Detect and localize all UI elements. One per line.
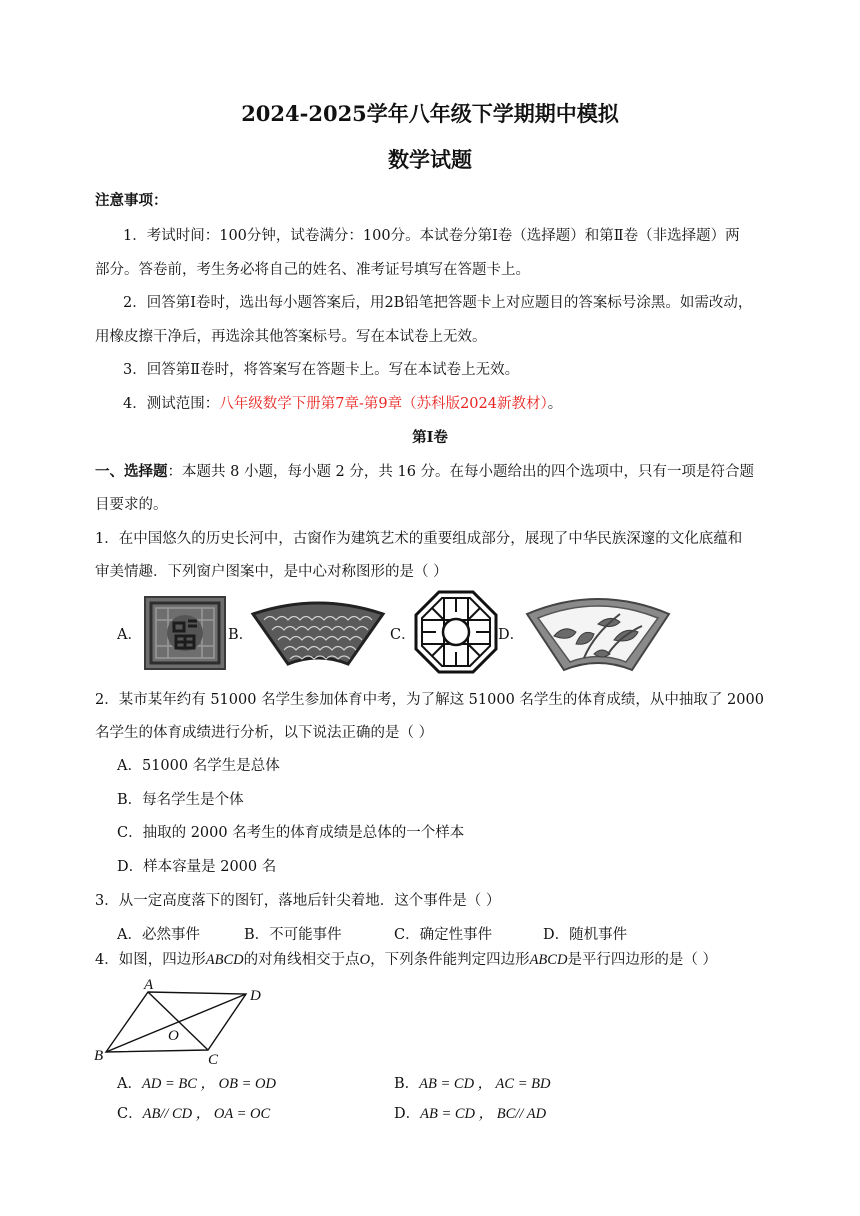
parallelogram-figure — [92, 974, 272, 1066]
q3-option-c: C．确定性事件 — [394, 927, 493, 943]
label-o: O — [168, 1028, 179, 1044]
notice-item1-line1: 1．考试时间：100分钟，试卷满分：100分。本试卷分第Ⅰ卷（选择题）和第Ⅱ卷（非选择题）两 — [123, 228, 740, 244]
octagon-lattice-pattern-icon — [414, 590, 498, 674]
section1-intro-line1: ：本题共 8 小题，每小题 2 分，共 16 分。在每小题给出的四个选项中，只有一项是符合题 — [167, 464, 755, 480]
q4-stem — [95, 950, 717, 970]
q2-line1: 2．某市某年约有 51000 名学生参加体育中考，为了解这 51000 名学生的体育成绩，从中抽取了 2000 — [95, 692, 764, 708]
notice-item4 — [123, 394, 562, 414]
q2-option-c: C．抽取的 2000 名考生的体育成绩是总体的一个样本 — [117, 825, 465, 841]
q4-stem-s3: ，下列条件能判定四边形 — [370, 952, 530, 968]
q3-option-d: D．随机事件 — [543, 927, 628, 943]
window-fu-pattern-icon — [144, 596, 226, 670]
section1-heading: 一、选择题 — [95, 463, 168, 480]
q4-stem-s1: 4．如图，四边形 — [95, 952, 206, 968]
q4-option-d-text: AB = CD ， BC// AD — [420, 1106, 547, 1122]
label-a: A — [144, 977, 154, 993]
q4-option-b — [394, 1074, 550, 1094]
q2-option-d: D．样本容量是 2000 名 — [117, 859, 277, 875]
q4-option-d — [394, 1104, 546, 1124]
q3-stem: 3．从一定高度落下的图钉，落地后针尖着地．这个事件是（ ） — [95, 893, 501, 909]
notice-item3: 3．回答第Ⅱ卷时，将答案写在答题卡上。写在本试卷上无效。 — [123, 362, 520, 378]
test-scope: 八年级数学下册第7章-第9章（苏科版2024新教材） — [219, 396, 548, 412]
part1-label: 第Ⅰ卷 — [412, 429, 448, 446]
q3-option-a: A．必然事件 — [117, 927, 200, 943]
notice-item2-line1: 2．回答第Ⅰ卷时，选出每小题答案后，用2B铅笔把答题卡上对应题目的答案标号涂黑。如需改动， — [123, 295, 753, 311]
label-c: C — [208, 1052, 219, 1066]
q2-option-b: B．每名学生是个体 — [117, 792, 244, 808]
exam-title: 2024-2025学年八年级下学期期中模拟 — [241, 101, 619, 126]
q4-option-c-text: AB// CD ， OA = OC — [142, 1106, 271, 1122]
notice-item4-suffix: 。 — [547, 396, 563, 412]
q1-option-d-label: D． — [498, 627, 525, 643]
notice-item1-line2: 部分。答卷前，考生务必将自己的姓名、准考证号填写在答题卡上。 — [95, 262, 530, 278]
q2-line2: 名学生的体育成绩进行分析，以下说法正确的是（ ） — [95, 725, 434, 741]
q1-line1: 1．在中国悠久的历史长河中，古窗作为建筑艺术的重要组成部分，展现了中华民族深邃的文化底蕴和 — [95, 531, 743, 547]
q1-option-c-label: C． — [390, 627, 416, 643]
fan-flower-pattern-icon — [524, 594, 672, 674]
q4-option-a — [117, 1074, 276, 1094]
notice-item4-prefix: 4．测试范围： — [123, 396, 220, 412]
label-d: D — [250, 988, 261, 1004]
notice-heading: 注意事项： — [95, 192, 168, 209]
q4-quad-name: ABCD — [205, 952, 244, 968]
q4-option-c-label: C． — [117, 1106, 143, 1122]
q4-option-c — [117, 1104, 270, 1124]
q1-option-a-label: A． — [117, 627, 142, 643]
q1-line2: 审美情趣．下列窗户图案中，是中心对称图形的是（ ） — [95, 564, 448, 580]
q4-option-d-label: D． — [394, 1106, 421, 1122]
q4-option-b-label: B． — [394, 1076, 420, 1092]
fan-scale-pattern-icon — [250, 600, 386, 668]
q4-stem-s4: 是平行四边形的是（ ） — [567, 952, 718, 968]
q1-option-b-label: B． — [228, 627, 254, 643]
section1-intro-line2: 目要求的。 — [95, 497, 168, 513]
exam-subtitle: 数学试题 — [388, 147, 472, 172]
q3-option-b: B．不可能事件 — [244, 927, 342, 943]
q4-option-a-label: A． — [117, 1076, 142, 1092]
q4-option-b-text: AB = CD ， AC = BD — [419, 1076, 551, 1092]
q2-option-a: A．51000 名学生是总体 — [117, 758, 280, 774]
section1-intro — [95, 462, 754, 482]
q4-point-o: O — [359, 952, 371, 968]
label-b: B — [94, 1048, 104, 1064]
q4-option-a-text: AD = BC ， OB = OD — [141, 1076, 276, 1092]
notice-item2-line2: 用橡皮擦干净后，再选涂其他答案标号。写在本试卷上无效。 — [95, 329, 487, 345]
q4-stem-s2: 的对角线相交于点 — [243, 952, 360, 968]
q4-quad-name-2: ABCD — [529, 952, 568, 968]
